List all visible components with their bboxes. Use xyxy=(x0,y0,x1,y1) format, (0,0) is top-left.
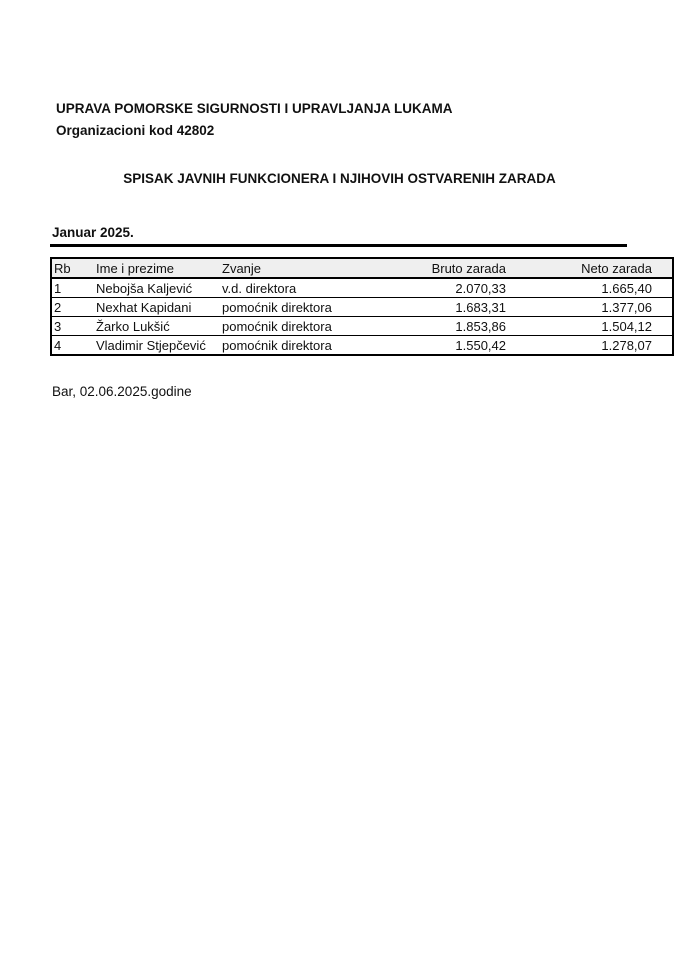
table-cell: 1 xyxy=(51,278,94,298)
period-label: Januar 2025. xyxy=(52,225,134,240)
table-row xyxy=(51,317,673,336)
table-cell: 1.550,42 xyxy=(356,336,516,356)
table-cell: Vladimir Stjepčević xyxy=(94,336,220,356)
table-cell: 2 xyxy=(51,298,94,317)
table-row xyxy=(51,278,673,298)
column-header-neto-zarada: Neto zarada xyxy=(516,258,673,278)
table-cell: 1.377,06 xyxy=(516,298,673,317)
organization-code: Organizacioni kod 42802 xyxy=(56,123,215,138)
period-section xyxy=(50,224,627,247)
table-cell: 2.070,33 xyxy=(356,278,516,298)
table-cell: v.d. direktora xyxy=(220,278,356,298)
salary-table-head xyxy=(51,258,673,278)
table-cell: 1.853,86 xyxy=(356,317,516,336)
organization-header xyxy=(56,98,453,142)
table-cell: 1.504,12 xyxy=(516,317,673,336)
place-and-date: Bar, 02.06.2025.godine xyxy=(52,384,192,399)
column-header-zvanje: Zvanje xyxy=(220,258,356,278)
table-cell: pomoćnik direktora xyxy=(220,336,356,356)
table-cell: 1.665,40 xyxy=(516,278,673,298)
column-header-ime-i-prezime: Ime i prezime xyxy=(94,258,220,278)
organization-name: UPRAVA POMORSKE SIGURNOSTI I UPRAVLJANJA LUKAMA xyxy=(56,101,453,116)
table-row xyxy=(51,336,673,356)
table-header-row xyxy=(51,258,673,278)
table-cell: 1.278,07 xyxy=(516,336,673,356)
column-header-bruto-zarada: Bruto zarada xyxy=(356,258,516,278)
page-title: SPISAK JAVNIH FUNKCIONERA I NJIHOVIH OSTVARENIH ZARADA xyxy=(123,171,556,186)
column-header-rb: Rb xyxy=(51,258,94,278)
table-cell: pomoćnik direktora xyxy=(220,298,356,317)
table-cell: Nexhat Kapidani xyxy=(94,298,220,317)
table-cell: 1.683,31 xyxy=(356,298,516,317)
table-cell: pomoćnik direktora xyxy=(220,317,356,336)
table-cell: Žarko Lukšić xyxy=(94,317,220,336)
table-cell: 3 xyxy=(51,317,94,336)
salary-table xyxy=(50,257,674,356)
salary-table-body xyxy=(51,278,673,355)
table-cell: Nebojša Kaljević xyxy=(94,278,220,298)
table-row xyxy=(51,298,673,317)
table-cell: 4 xyxy=(51,336,94,356)
